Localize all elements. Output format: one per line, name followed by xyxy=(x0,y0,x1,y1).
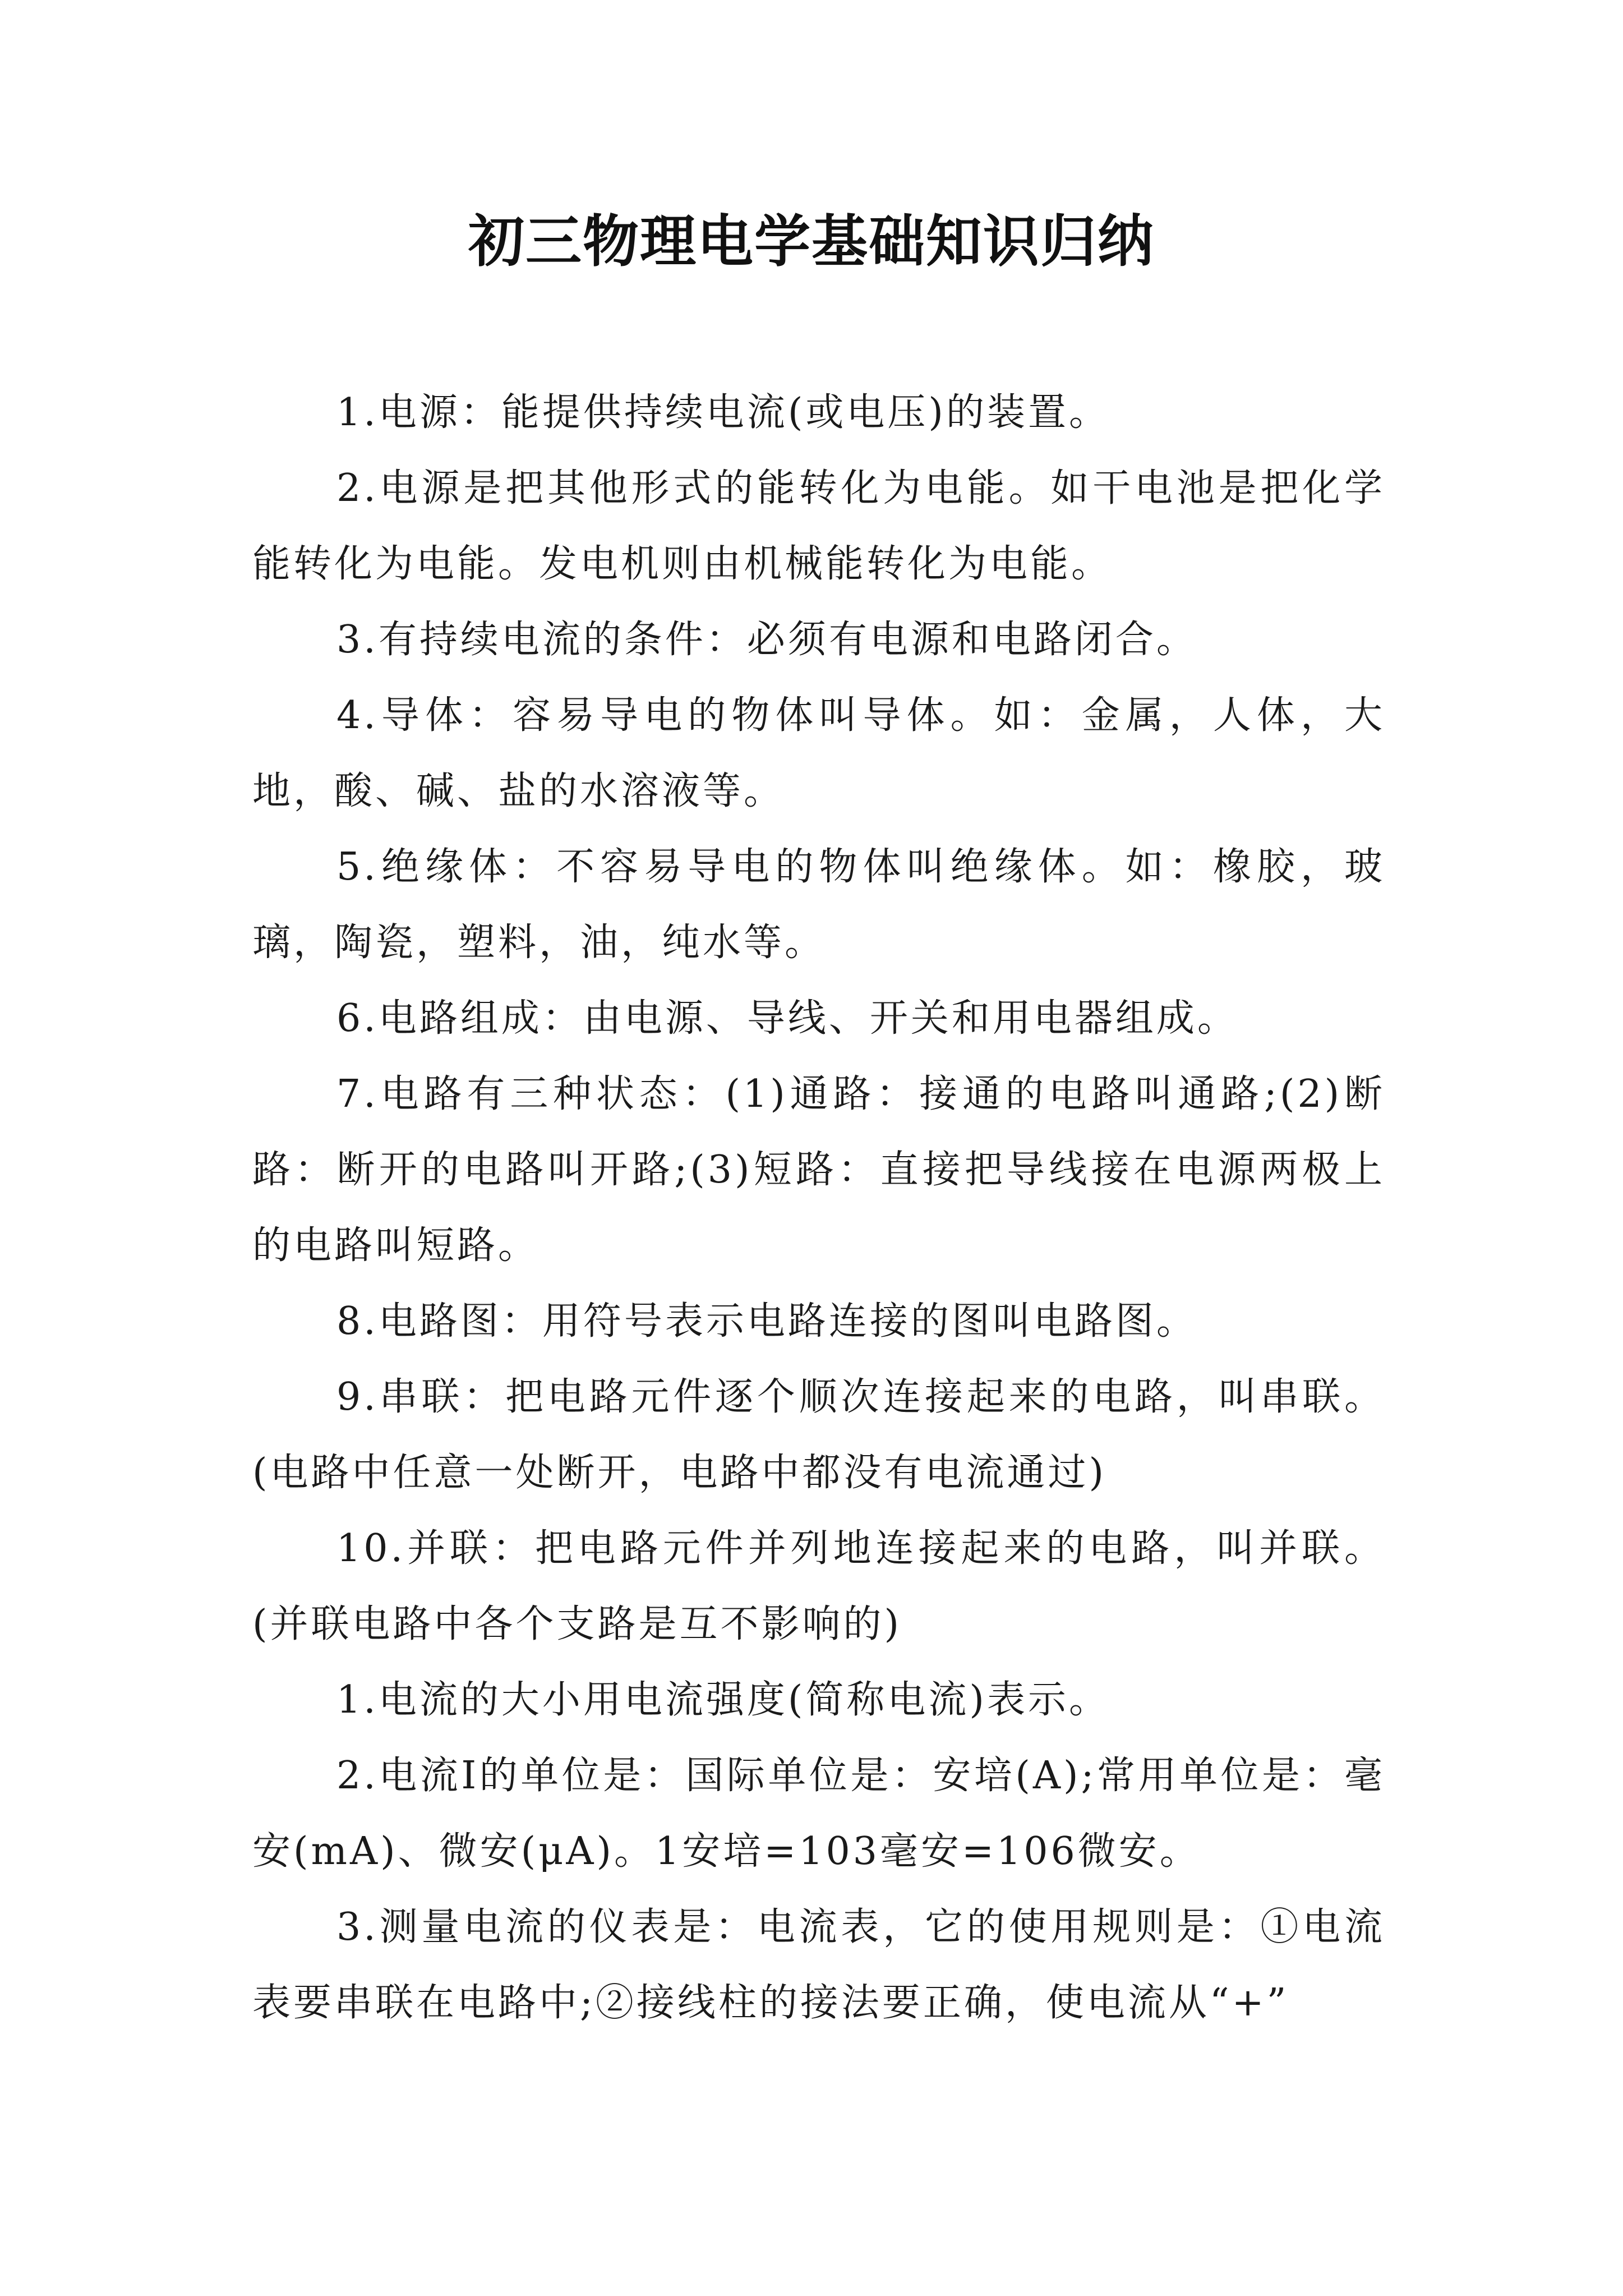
document-body xyxy=(252,375,1385,2041)
paragraph: 7.电路有三种状态：(1)通路：接通的电路叫通路;(2)断路：断开的电路叫开路;(3)短路：直接把导线接在电源两极上的电路叫短路。 xyxy=(252,1072,1385,1268)
paragraph: 1.电源：能提供持续电流(或电压)的装置。 xyxy=(336,390,1110,435)
paragraph: 3.有持续电流的条件：必须有电源和电路闭合。 xyxy=(336,618,1197,662)
paragraph: 10.并联：把电路元件并列地连接起来的电路，叫并联。(并联电路中各个支路是互不影响的) xyxy=(252,1526,1385,1646)
paragraph: 8.电路图：用符号表示电路连接的图叫电路图。 xyxy=(336,1299,1197,1343)
paragraph: 9.串联：把电路元件逐个顺次连接起来的电路，叫串联。(电路中任意一处断开，电路中都没有电流通过) xyxy=(252,1375,1385,1495)
paragraph: 5.绝缘体：不容易导电的物体叫绝缘体。如：橡胶，玻璃，陶瓷，塑料，油，纯水等。 xyxy=(252,845,1385,965)
paragraph: 1.电流的大小用电流强度(简称电流)表示。 xyxy=(336,1678,1110,1722)
document-title: 初三物理电学基础知识归纳 xyxy=(468,208,1155,274)
paragraph: 4.导体：容易导电的物体叫导体。如：金属，人体，大地，酸、碱、盐的水溶液等。 xyxy=(252,693,1385,813)
paragraph: 3.测量电流的仪表是：电流表，它的使用规则是：①电流表要串联在电路中;②接线柱的接法要正确，使电流从“+” xyxy=(252,1905,1385,2025)
paragraph: 2.电源是把其他形式的能转化为电能。如干电池是把化学能转化为电能。发电机则由机械能转化为电能。 xyxy=(252,466,1385,586)
paragraph: 2.电流I的单位是：国际单位是：安培(A);常用单位是：毫安(mA)、微安(μA)。1安培=103毫安=106微安。 xyxy=(252,1754,1385,1874)
paragraph: 6.电路组成：由电源、导线、开关和用电器组成。 xyxy=(336,996,1238,1041)
